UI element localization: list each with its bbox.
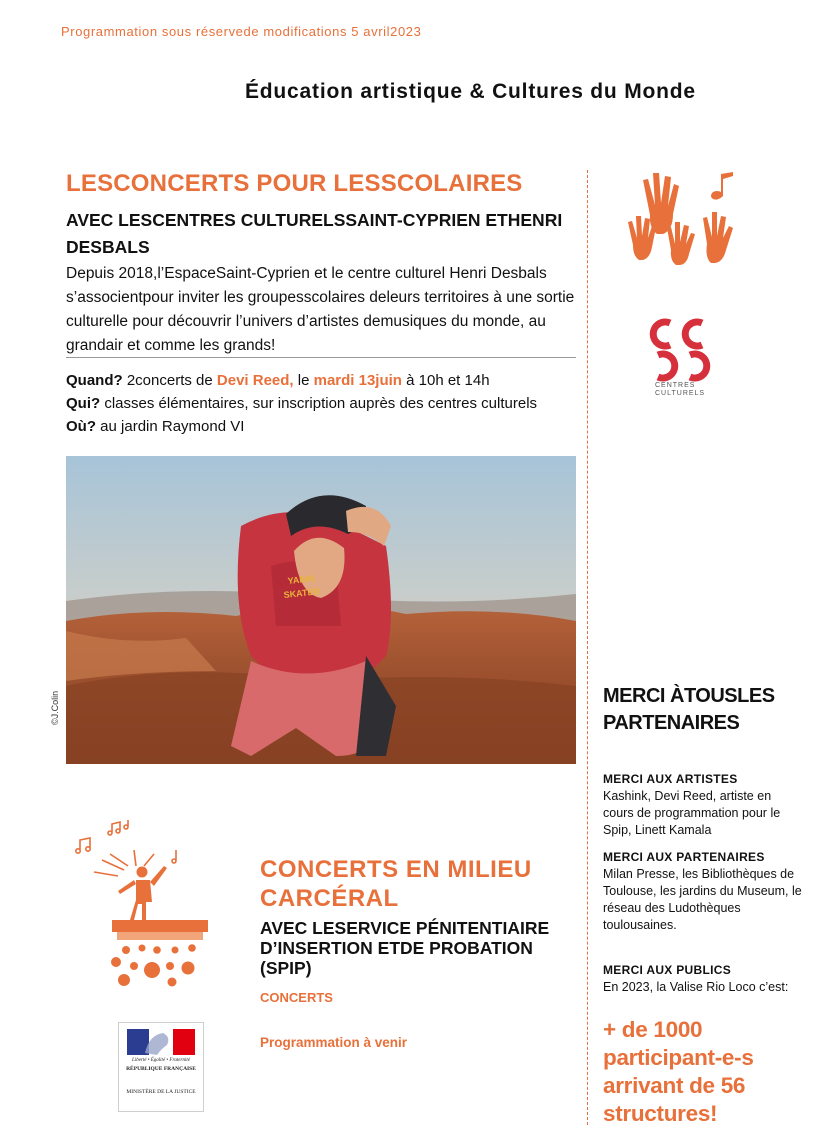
rf-ministere: MINISTÈRE DE LA JUSTICE (126, 1089, 196, 1095)
photo-credit: ©J.Colin (50, 690, 60, 725)
carceral-programmation: Programmation à venir (260, 1035, 408, 1050)
info-quand (66, 369, 586, 392)
carceral-concerts-label: CONCERTS (260, 990, 333, 1005)
rf-republique: RÉPUBLIQUE FRANÇAISE (126, 1066, 196, 1072)
merci-publics-text: En 2023, la Valise Rio Loco c’est: (603, 980, 789, 994)
quand-text-1: 2concerts de (122, 372, 217, 389)
merci-partners-heading: MERCI AUX PARTENAIRES (603, 850, 765, 864)
marianne-flag-icon (127, 1029, 195, 1055)
merci-title: MERCI ÀTOUSLES PARTENAIRES (603, 685, 775, 734)
concerts-scolaires-title: LESCONCERTS POUR LESSCOLAIRES (66, 170, 523, 197)
concerts-scolaires-description: Depuis 2018,l’EspaceSaint-Cyprien et le centre culturel Henri Desbals s’associentpour inviter les groupesscolaires deleurs territoires à une sortie culturelle pour découvrir l’univers d’artistes demusiques du monde, au grandair et comme les grands! (66, 265, 575, 354)
qui-label: Qui? (66, 395, 101, 412)
merci-partners-text: Milan Presse, les Bibliothèques de Toulouse, les jardins du Museum, le réseau des Ludothèques toulousaines. (603, 867, 802, 932)
artist-photo (66, 456, 576, 764)
concert-performer-icon (72, 820, 212, 990)
event-info (66, 369, 586, 438)
concerts-scolaires-subtitle: AVEC LESCENTRES CULTURELSSAINT-CYPRIEN ETHENRI DESBALS (66, 210, 563, 257)
participants-stat: + de 1000 participant-e-s arrivant de 56 structures! (603, 1017, 754, 1126)
qui-text: classes élémentaires, sur inscription auprès des centres culturels (100, 395, 538, 412)
info-qui (66, 392, 586, 415)
hoodie-text-1: YABIN (287, 573, 316, 586)
section-title: Éducation artistique & Cultures du Monde (245, 80, 696, 103)
rf-motto: Liberté • Égalité • Fraternité (132, 1058, 190, 1063)
header-note: Programmation sous réservede modifications 5 avril2023 (61, 24, 422, 39)
ou-text: au jardin Raymond VI (96, 418, 245, 435)
quand-date: mardi 13juin (313, 372, 402, 389)
quand-text-3: à 10h et 14h (401, 372, 490, 389)
merci-artists-heading: MERCI AUX ARTISTES (603, 772, 738, 786)
ou-label: Où? (66, 418, 96, 435)
raised-hands-icon (625, 170, 740, 275)
carceral-title: CONCERTS EN MILIEU CARCÉRAL (260, 856, 532, 912)
quand-text-2: le (293, 372, 314, 389)
quand-label: Quand? (66, 372, 123, 389)
quand-artist: Devi Reed, (216, 372, 294, 389)
carceral-subtitle: AVEC LESERVICE PÉNITENTIAIRE D’INSERTION ETDE PROBATION (SPIP) (260, 918, 550, 978)
hoodie-text-2: SKATER (283, 586, 321, 600)
centres-culturels-text: CENTRES CULTURELS (655, 382, 706, 397)
info-ou (66, 415, 586, 438)
column-divider (587, 170, 588, 1125)
ministere-justice-logo (118, 1022, 204, 1112)
merci-artists-text: Kashink, Devi Reed, artiste en cours de programmation pour le Spip, Linett Kamala (603, 789, 781, 837)
merci-publics-heading: MERCI AUX PUBLICS (603, 963, 731, 977)
section-rule (66, 357, 576, 358)
